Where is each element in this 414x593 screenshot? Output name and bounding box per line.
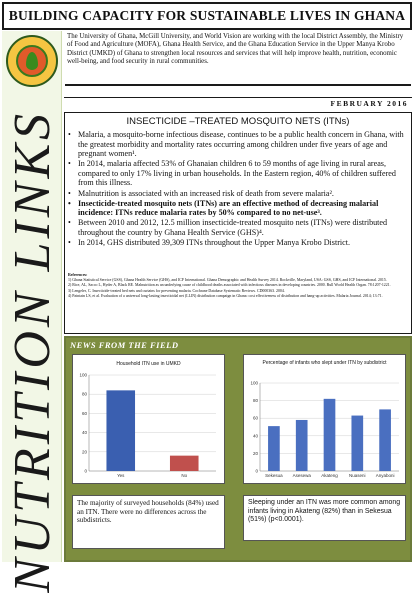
news-section-title: NEWS FROM THE FIELD: [70, 340, 179, 350]
y-tick-label: 100: [79, 372, 87, 378]
newsletter-title: BUILDING CAPACITY FOR SUSTAINABLE LIVES IN GHANA: [8, 8, 406, 23]
y-tick-label: 60: [252, 415, 258, 421]
infant-itn-svg: [244, 379, 405, 483]
nutrition-links-logo: [6, 35, 58, 87]
bar-no: [170, 456, 199, 471]
y-tick-label: 60: [81, 410, 87, 416]
newsletter-page: [2, 2, 412, 593]
x-tick-label: Sekesua: [265, 473, 283, 478]
reference-item: 3) Lengeler, C. Insecticide-treated bed nets and curtains for preventing malaria. Cochrane Database Systematic Reviews. CD000363. 2004.: [68, 288, 285, 293]
reference-item: 4) Paintain LS, et al. Evaluation of a universal long-lasting insecticidal net (LLIN) distribution campaign in Ghana: cost effectiveness of distribution and hang-up activities. Malaria Journal. 2014; 13:71.: [68, 293, 383, 298]
chart-title: Household ITN use in UMKD: [116, 361, 181, 367]
bar-nuaseni: [351, 416, 363, 471]
itn-article: [64, 112, 412, 334]
issue-date: FEBRUARY 2016: [330, 99, 408, 108]
infant-caption: Sleeping under an ITN was more common among infants living in Akateng (82%) than in Sekesua (51%) (p<0.0001).: [243, 495, 406, 541]
infant-itn-chart: [243, 354, 406, 484]
bar-sekesua: [268, 426, 280, 471]
left-sidebar: [2, 31, 62, 593]
household-caption: The majority of surveyed households (84%) used an ITN. There were no differences across the subdistricts.: [72, 495, 225, 549]
y-tick-label: 80: [252, 398, 258, 404]
bar-yes: [106, 390, 135, 471]
reference-item: 2) Rice, AL, Sacco L, Hyder A, Black RE. Malnutrition as an underlying cause of childhood deaths associated with infectious diseases in developing countries. 2000. Bull World Health Organ. 78:1207-1221.: [68, 283, 391, 288]
x-tick-label: Asesewa: [292, 473, 311, 478]
header-banner: [2, 2, 412, 30]
x-tick-label: Nuaseni: [349, 473, 366, 478]
y-tick-label: 20: [81, 449, 87, 455]
references: References: 1) Ghana Statistical Service (GSS), Ghana Health Service (GHS), and ICF International. Ghana Demographic and Health Survey 2014. Rockville, Maryland, USA: GSS, GHS, and ICF International. 2015. 2) Rice, AL, Sacco L, Hyder A, Black RE. Malnutrition as an underlying cause of childhood deaths associated with infectious diseases in developing countries. 2000. Bull World Health Organ. 78:1207-1221. 3) Lengeler, C. Insecticide-treated bed nets and curtains for preventing malaria. Cochrane Database Systematic Reviews. CD000363. 2004. 4) Paintain LS, et al. Evaluation of a universal long-lasting insecticidal net (LLIN) distribution campaign in Ghana: cost effectiveness of distribution and hang-up activities. Malaria Journal. 2014; 13:71.: [68, 273, 410, 299]
bullet-item: • Malaria, a mosquito-borne infectious disease, continues to be a public health concern in Ghana, with the greatest morbidity and mortality rates occurring among children under five years of age and pregnant women¹.: [68, 130, 404, 159]
y-tick-label: 100: [250, 380, 258, 386]
reference-item: 1) Ghana Statistical Service (GSS), Ghana Health Service (GHS), and ICF International. Ghana Demographic and Health Survey 2014. Rockville, Maryland, USA: GSS, GHS, and ICF International. 2015.: [68, 278, 387, 283]
y-tick-label: 80: [81, 391, 87, 397]
bar-anyaboni: [379, 409, 391, 471]
intro-paragraph: The University of Ghana, McGill University, and World Vision are working with the local District Assembly, the Ministry of Food and Agriculture (MOFA), Ghana Health Service, and the Ghana Education Service in the Upper Manya Krobo District (UMKD) of Ghana to strengthen local resources and services that will help improve health, nutrition, economic well-being, and food security in rural communities.: [65, 32, 411, 86]
household-itn-chart: [72, 354, 225, 484]
article-bullets: [68, 130, 410, 248]
y-tick-label: 0: [84, 468, 87, 474]
chart-title: Percentage of infants who slept under ITN by subdistrict: [262, 360, 387, 366]
news-from-the-field: [64, 336, 412, 562]
household-itn-svg: [73, 371, 224, 483]
y-tick-label: 40: [81, 430, 87, 436]
bullet-item: • In 2014, malaria affected 53% of Ghanaian children 6 to 59 months of age living in rural areas, compared to only 17% living in urban households. In the Eastern region, 40% of children suffered from this illness.: [68, 159, 396, 188]
bullet-item: • Insecticide-treated mosquito nets (ITNs) are an effective method of decreasing malarial incidence: ITNs reduce malaria rates by 50% compared to no net-use³.: [68, 198, 379, 218]
x-tick-label: Anyaboni: [375, 473, 395, 478]
y-tick-label: 40: [252, 433, 258, 439]
bullet-item: • Malnutrition is associated with an increased risk of death from severe malaria².: [68, 188, 334, 198]
article-title: INSECTICIDE –TREATED MOSQUITO NETS (ITNs): [126, 116, 350, 127]
vertical-title: NUTRITION LINKS: [4, 109, 62, 593]
bar-asesewa: [296, 420, 308, 471]
y-tick-label: 0: [255, 468, 258, 474]
x-tick-label: No: [181, 473, 188, 478]
y-tick-label: 20: [252, 450, 258, 456]
bullet-item: • In 2014, GHS distributed 39,309 ITNs throughout the Upper Manya Krobo District.: [68, 238, 351, 248]
x-tick-label: Yes: [117, 473, 125, 478]
date-line: [64, 97, 412, 109]
bar-akateng: [324, 399, 336, 471]
x-tick-label: Akateng: [321, 473, 338, 478]
bullet-item: • Between 2010 and 2012, 12.5 million insecticide-treated mosquito nets (ITNs) were distributed throughout the country by Ghana Health Service (GHS)⁴.: [68, 218, 388, 237]
